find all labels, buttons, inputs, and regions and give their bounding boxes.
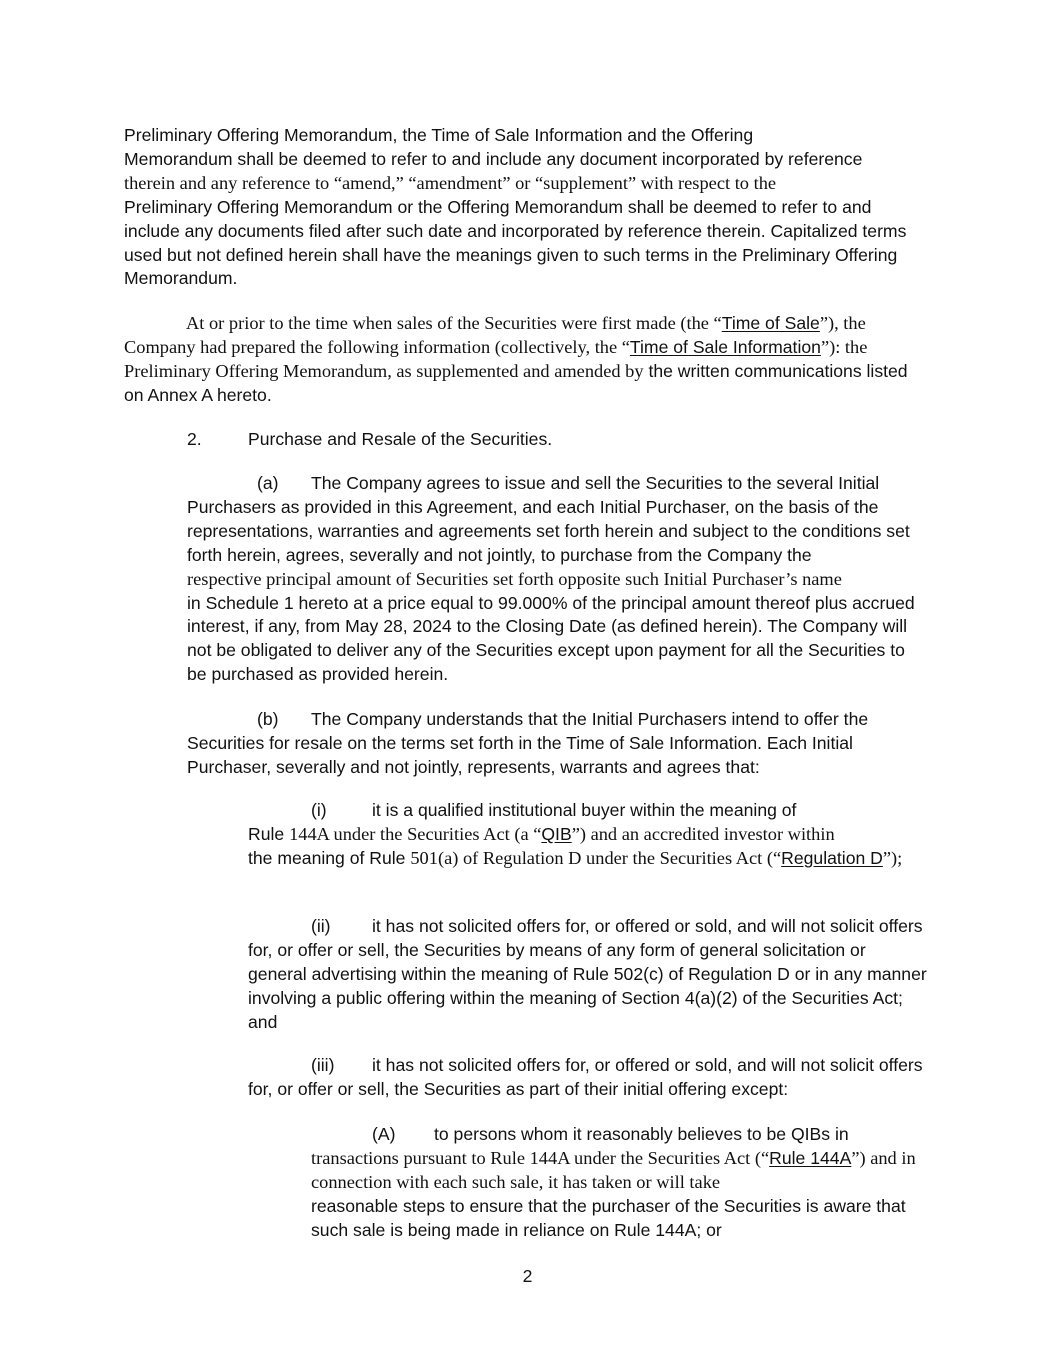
paragraph-time-of-sale: [124, 312, 924, 408]
paragraph-label: (a): [257, 473, 279, 493]
text-run: ”) and an accredited investor within: [571, 823, 835, 844]
defined-term-time-of-sale: Time of Sale: [721, 313, 820, 333]
text-line: Preliminary Offering Memorandum, the Time of Sale Information and the Offering: [124, 125, 754, 145]
page-number: 2: [522, 1266, 533, 1286]
section-heading: [187, 428, 552, 452]
section-title: Purchase and Resale of the Securities.: [248, 429, 553, 449]
text-run: it has not solicited offers for, or offered or sold, and will not solicit offers for, or offer or sell, the Securities by means of any form of general solicitation or general advertising within the meaning of Rule 502(c) of Regulation D or in any manner involving a public offering within the meaning of Section 4(a)(2) of the Securities Act; and: [248, 916, 927, 1032]
paragraph-a: [187, 472, 922, 687]
text-run: it is a qualified institutional buyer within the meaning of: [372, 800, 797, 820]
text-run: the written communications listed on Annex A hereto.: [124, 360, 908, 405]
text-block: in Schedule 1 hereto at a price equal to 99.000% of the principal amount thereof plus accrued interest, if any, from May 28, 2024 to the Closing Date (as defined herein). The Company will not be obligated to deliver any of the Securities except upon payment for all the Securities to be purchased as provided herein.: [187, 592, 915, 685]
item-A: [311, 1123, 936, 1243]
defined-term-qib: QIB: [541, 823, 572, 844]
text-run: 144A under the Securities Act (a “: [289, 823, 542, 844]
text-run: Rule: [248, 823, 290, 844]
text-line: respective principal amount of Securities set forth opposite such Initial Purchaser’s name: [187, 568, 842, 589]
item-ii: [248, 915, 928, 1035]
paragraph-label: (b): [257, 709, 279, 729]
item-label: (iii): [311, 1055, 335, 1075]
item-iii: [248, 1054, 928, 1102]
text-block: reasonable steps to ensure that the purchaser of the Securities is aware that such sale is being made in reliance on Rule 144A; or: [311, 1195, 906, 1240]
text-run: The Company understands that the Initial Purchasers intend to offer the Securities for resale on the terms set forth in the Time of Sale Information. Each Initial Purchaser, severally and not jointly, represents, warrants and agrees that:: [187, 709, 869, 777]
text-run: to persons whom it reasonably believes to be QIBs in: [434, 1124, 849, 1144]
defined-term-regulation-d: Regulation D: [781, 847, 883, 868]
defined-term-time-of-sale-information: Time of Sale Information: [629, 336, 821, 357]
text-run: ”), the Company had prepared the following information (collectively, the “: [124, 313, 866, 357]
item-label: (ii): [311, 916, 331, 936]
text-run: it has not solicited offers for, or offered or sold, and will not solicit offers for, or offer or sell, the Securities as part of their initial offering except:: [248, 1055, 923, 1099]
text-run: At or prior to the time when sales of the Securities were first made (the “: [186, 313, 722, 333]
text-run: transactions pursuant to Rule 144A under the Securities Act (“: [311, 1147, 770, 1168]
defined-term-rule-144a: Rule 144A: [769, 1147, 852, 1168]
text-run: 501(a) of Regulation D under the Securities Act (“: [410, 847, 782, 868]
item-label: (i): [311, 800, 327, 820]
text-block: Preliminary Offering Memorandum or the Offering Memorandum shall be deemed to refer to and include any documents filed after such date and incorporated by reference therein. Capitalized terms used but not defined herein shall have the meanings given to such terms in the Preliminary Offering Memorandum.: [124, 196, 907, 289]
text-line: therein and any reference to “amend,” “amendment” or “supplement” with respect to the: [124, 172, 777, 193]
text-run: the meaning of Rule: [248, 847, 411, 868]
item-label: (A): [372, 1124, 396, 1144]
text-run: The Company agrees to issue and sell the Securities to the several Initial Purchasers as provided in this Agreement, and each Initial Purchaser, on the basis of the representations, warranties and agreements set forth herein and subject to the conditions set forth herein, agrees, severally and not jointly, to purchase from the Company the: [187, 473, 910, 565]
paragraph-b: [187, 708, 922, 780]
item-i: [248, 799, 938, 871]
text-run: ”);: [882, 847, 903, 868]
text-run: ”) and in connection with each such sale, it has taken or will take: [311, 1147, 916, 1192]
section-number: 2.: [187, 429, 202, 449]
text-line: Memorandum shall be deemed to refer to and include any document incorporated by reference: [124, 148, 863, 169]
text-run: ”): the Preliminary Offering Memorandum, as supplemented and amended by: [124, 336, 868, 381]
paragraph-definitions: [124, 124, 934, 291]
